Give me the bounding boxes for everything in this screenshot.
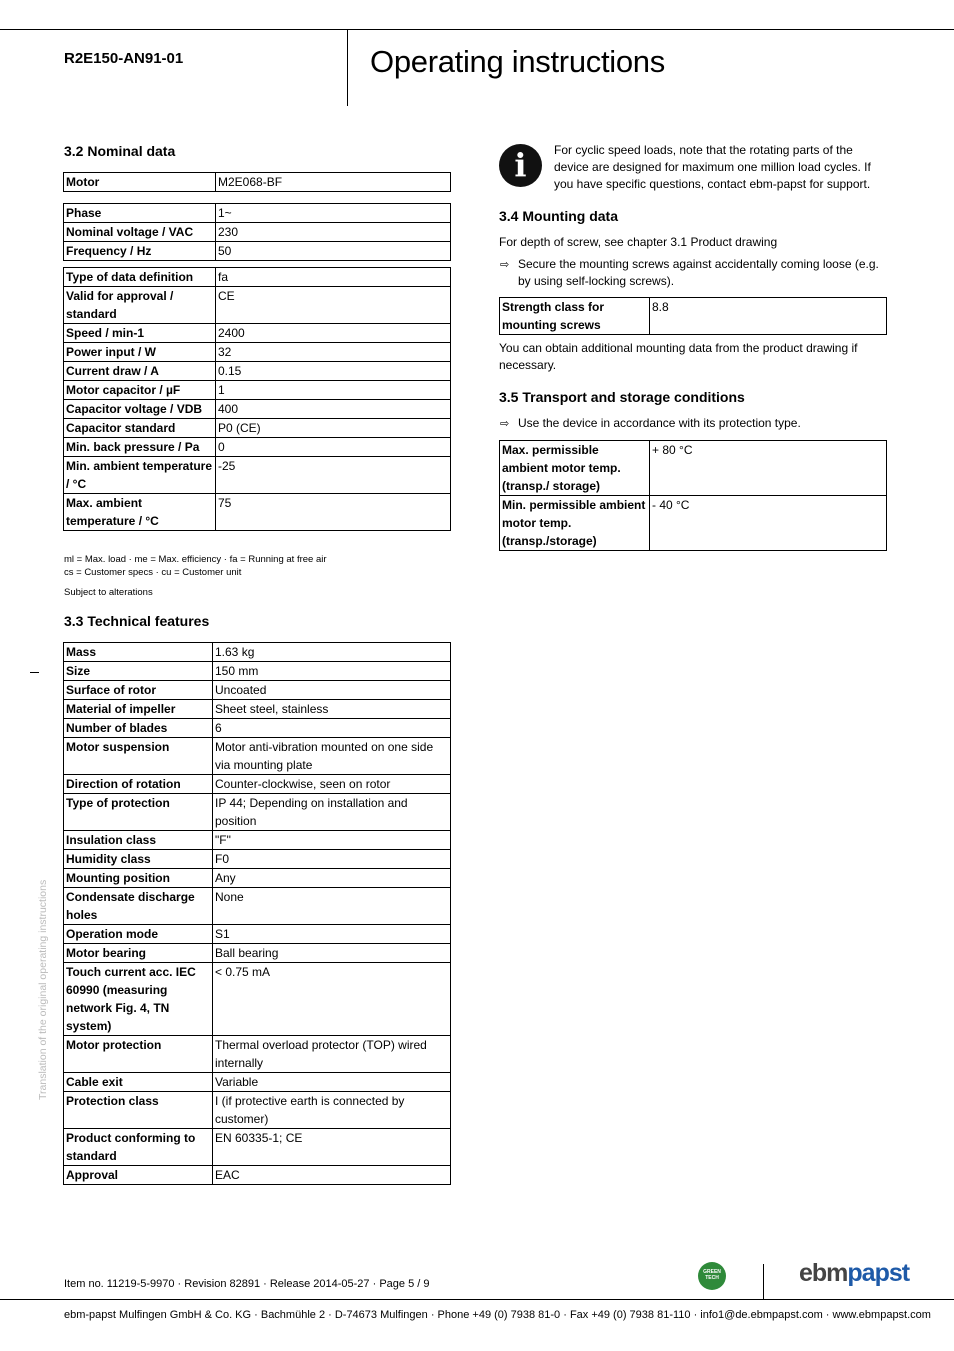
table-row (64, 1129, 451, 1166)
row-value: 2400 (216, 324, 451, 343)
row-label: Direction of rotation (64, 775, 213, 794)
row-value: EN 60335-1; CE (213, 1129, 451, 1166)
transport-instruction: Use the device in accordance with its protection type. (518, 416, 801, 430)
row-value: S1 (213, 925, 451, 944)
footer-rule (0, 1299, 954, 1300)
row-value: Any (213, 869, 451, 888)
table-row (64, 362, 451, 381)
green-tech-label-2: TECH (705, 1275, 719, 1281)
footer-logo-divider (763, 1264, 764, 1300)
technical-features-table-body (64, 643, 451, 1185)
row-label: Number of blades (64, 719, 213, 738)
row-value: Variable (213, 1073, 451, 1092)
row-label: Frequency / Hz (64, 242, 216, 261)
row-label: Mounting position (64, 869, 213, 888)
arrow-right-icon: ⇨ (500, 418, 510, 430)
table-row (500, 441, 887, 496)
green-tech-label-1: GREEN (703, 1269, 721, 1275)
row-label: Motor (64, 173, 216, 192)
table-row (64, 419, 451, 438)
info-note-text: For cyclic speed loads, note that the rotating parts of the device are designed for maximum one million load cycles. If you have specific questions, contact ebm-papst for support. (554, 143, 871, 191)
row-label: Motor capacitor / µF (64, 381, 216, 400)
row-value: IP 44; Depending on installation and position (213, 794, 451, 831)
table-row (64, 738, 451, 775)
table-row (64, 268, 451, 287)
arrow-right-icon: ⇨ (500, 259, 510, 271)
table-row (64, 700, 451, 719)
phase-table (63, 203, 451, 261)
row-label: Current draw / A (64, 362, 216, 381)
table-row (64, 775, 451, 794)
table-row (500, 298, 887, 335)
info-icon: i (499, 144, 542, 187)
table-row (64, 173, 451, 192)
table-row (64, 963, 451, 1036)
table-row (64, 438, 451, 457)
table-row (64, 457, 451, 494)
green-tech-badge-icon (698, 1262, 726, 1290)
row-label: Nominal voltage / VAC (64, 223, 216, 242)
table-row (64, 850, 451, 869)
row-label: Product conforming to standard (64, 1129, 213, 1166)
row-value: 32 (216, 343, 451, 362)
row-label: Motor bearing (64, 944, 213, 963)
row-label: Min. ambient temperature / °C (64, 457, 216, 494)
transport-table (499, 440, 887, 551)
row-value: Counter-clockwise, seen on rotor (213, 775, 451, 794)
row-value: 1.63 kg (213, 643, 451, 662)
row-value: + 80 °C (650, 441, 887, 496)
row-label: Operation mode (64, 925, 213, 944)
row-value: 0.15 (216, 362, 451, 381)
section-heading-mounting: 3.4 Mounting data (499, 208, 618, 224)
footer-address: ebm-papst Mulfingen GmbH & Co. KG · Bachmühle 2 · D-74673 Mulfingen · Phone +49 (0) 7938 81-0 · Fax +49 (0) 7938 81-110 · info1@de.ebmpapst.com · www.ebmpapst.com (64, 1309, 931, 1321)
table-row (64, 343, 451, 362)
header-divider (347, 29, 348, 106)
table-row (64, 888, 451, 925)
row-value: EAC (213, 1166, 451, 1185)
row-label: Surface of rotor (64, 681, 213, 700)
row-value: 400 (216, 400, 451, 419)
table-row (64, 223, 451, 242)
table-row (64, 242, 451, 261)
side-note: Translation of the original operating instructions (37, 879, 49, 1100)
mounting-instruction: Secure the mounting screws against accidentally coming loose (e.g. by using self-locking screws). (518, 257, 879, 288)
row-value: < 0.75 mA (213, 963, 451, 1036)
row-value: Uncoated (213, 681, 451, 700)
row-label: Condensate discharge holes (64, 888, 213, 925)
row-label: Mass (64, 643, 213, 662)
row-label: Material of impeller (64, 700, 213, 719)
technical-features-table (63, 642, 451, 1185)
footnote-abbreviations-1: ml = Max. load · me = Max. efficiency · fa = Running at free air (64, 554, 327, 565)
row-value: M2E068-BF (216, 173, 451, 192)
section-heading-nominal: 3.2 Nominal data (64, 143, 176, 159)
row-value: Ball bearing (213, 944, 451, 963)
row-label: Cable exit (64, 1073, 213, 1092)
row-label: Humidity class (64, 850, 213, 869)
motor-table-body (64, 173, 451, 192)
row-value: 1~ (216, 204, 451, 223)
row-label: Motor protection (64, 1036, 213, 1073)
nominal-data-table (63, 267, 451, 531)
header-top-rule (0, 29, 954, 30)
row-label: Capacitor voltage / VDB (64, 400, 216, 419)
footnote-subject-to-alterations: Subject to alterations (64, 587, 153, 598)
fold-mark (30, 672, 39, 673)
table-row (64, 324, 451, 343)
row-value: F0 (213, 850, 451, 869)
table-row (64, 1092, 451, 1129)
table-row (64, 719, 451, 738)
row-label: Speed / min-1 (64, 324, 216, 343)
section-heading-transport: 3.5 Transport and storage conditions (499, 389, 745, 405)
row-label: Min. back pressure / Pa (64, 438, 216, 457)
mounting-additional-info: You can obtain additional mounting data from the product drawing if necessary. (499, 341, 858, 372)
row-value: 230 (216, 223, 451, 242)
row-value: fa (216, 268, 451, 287)
mounting-table-body (500, 298, 887, 335)
footer-item-info: Item no. 11219-5-9970 · Revision 82891 · Release 2014-05-27 · Page 5 / 9 (64, 1278, 430, 1290)
row-label: Protection class (64, 1092, 213, 1129)
table-row (64, 869, 451, 888)
ebmpapst-logo (799, 1259, 909, 1288)
table-row (64, 944, 451, 963)
row-value: 1 (216, 381, 451, 400)
row-value: I (if protective earth is connected by customer) (213, 1092, 451, 1129)
row-label: Max. ambient temperature / °C (64, 494, 216, 531)
footnote-abbreviations-2: cs = Customer specs · cu = Customer unit (64, 567, 242, 578)
row-label: Insulation class (64, 831, 213, 850)
table-row (64, 643, 451, 662)
row-value: Sheet steel, stainless (213, 700, 451, 719)
table-row (64, 681, 451, 700)
row-label: Type of data definition (64, 268, 216, 287)
row-label: Power input / W (64, 343, 216, 362)
nominal-data-table-body (64, 268, 451, 531)
page-title: Operating instructions (370, 44, 665, 79)
row-label: Phase (64, 204, 216, 223)
row-label: Max. permissible ambient motor temp. (transp./ storage) (500, 441, 650, 496)
table-row (64, 662, 451, 681)
mounting-table (499, 297, 887, 335)
row-value: 0 (216, 438, 451, 457)
row-value: Thermal overload protector (TOP) wired internally (213, 1036, 451, 1073)
table-row (500, 496, 887, 551)
row-value: Motor anti-vibration mounted on one side via mounting plate (213, 738, 451, 775)
row-label: Strength class for mounting screws (500, 298, 650, 335)
row-label: Approval (64, 1166, 213, 1185)
mounting-intro: For depth of screw, see chapter 3.1 Product drawing (499, 235, 778, 249)
model-number: R2E150-AN91-01 (64, 50, 184, 67)
table-row (64, 204, 451, 223)
table-row (64, 1036, 451, 1073)
row-value: 150 mm (213, 662, 451, 681)
table-row (64, 287, 451, 324)
table-row (64, 1073, 451, 1092)
motor-table (63, 172, 451, 192)
row-value: 50 (216, 242, 451, 261)
table-row (64, 794, 451, 831)
row-label: Capacitor standard (64, 419, 216, 438)
table-row (64, 1166, 451, 1185)
logo-papst: papst (847, 1259, 910, 1287)
transport-table-body (500, 441, 887, 551)
table-row (64, 925, 451, 944)
section-heading-technical: 3.3 Technical features (64, 613, 210, 629)
phase-table-body (64, 204, 451, 261)
row-value: 6 (213, 719, 451, 738)
row-value: "F" (213, 831, 451, 850)
row-value: 8.8 (650, 298, 887, 335)
row-label: Size (64, 662, 213, 681)
row-value: 75 (216, 494, 451, 531)
row-label: Motor suspension (64, 738, 213, 775)
row-value: - 40 °C (650, 496, 887, 551)
row-value: -25 (216, 457, 451, 494)
table-row (64, 381, 451, 400)
row-label: Touch current acc. IEC 60990 (measuring network Fig. 4, TN system) (64, 963, 213, 1036)
table-row (64, 831, 451, 850)
table-row (64, 400, 451, 419)
logo-ebm: ebm (799, 1259, 848, 1287)
row-value: CE (216, 287, 451, 324)
row-value: None (213, 888, 451, 925)
row-label: Type of protection (64, 794, 213, 831)
row-value: P0 (CE) (216, 419, 451, 438)
row-label: Valid for approval / standard (64, 287, 216, 324)
table-row (64, 494, 451, 531)
row-label: Min. permissible ambient motor temp. (transp./storage) (500, 496, 650, 551)
